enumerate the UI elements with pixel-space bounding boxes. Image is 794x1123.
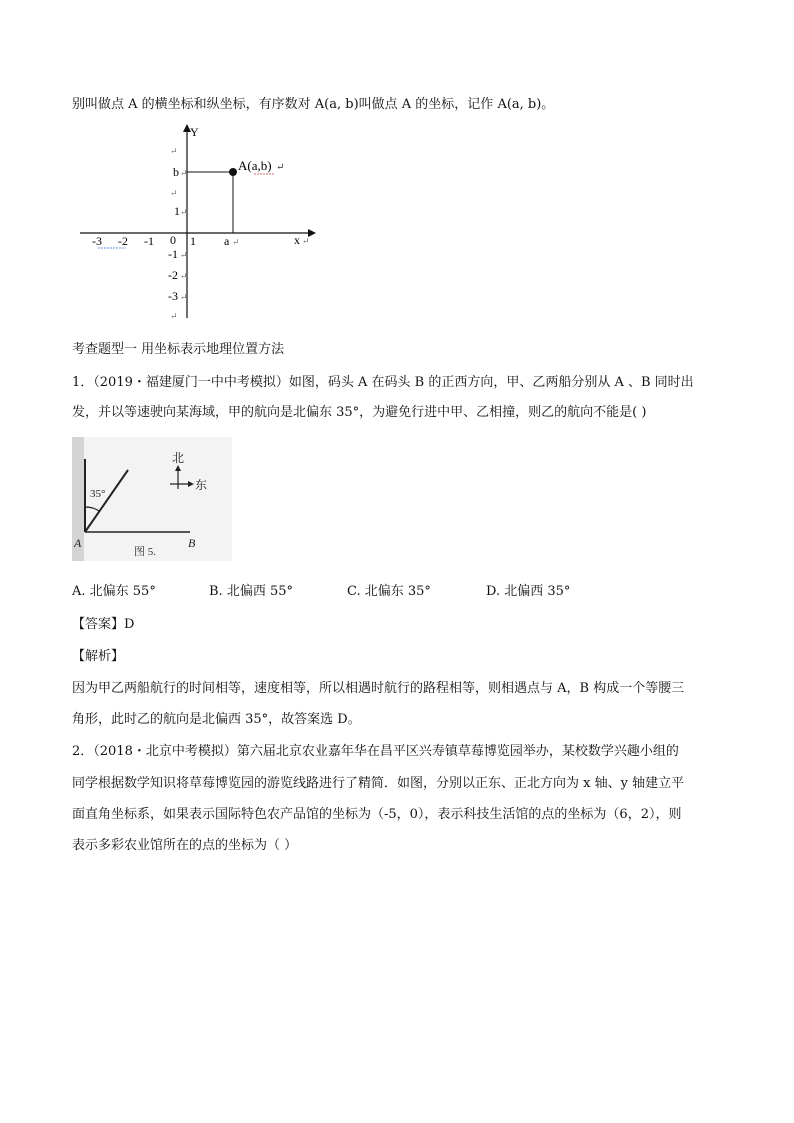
y-axis-label: Y <box>190 125 199 139</box>
return-mark: ↵ <box>180 271 188 281</box>
q2-text-line-1: 2．（2018・北京中考模拟）第六届北京农业嘉年华在昌平区兴寿镇草莓博览园举办，某校数学兴趣小组的 <box>72 744 679 759</box>
return-mark: ↵ <box>180 168 188 178</box>
q1-option-a: A. 北偏东 55° <box>72 584 156 599</box>
section-title: 考查题型一 用坐标表示地理位置方法 <box>72 342 285 357</box>
q1-analysis-line-1: 因为甲乙两船航行的时间相等，速度相等，所以相遇时航行的路程相等，则相遇点与 A，B 构成一个等腰三 <box>72 681 685 696</box>
return-mark: ↵ <box>302 236 310 246</box>
x-tick-label: -3 <box>92 234 102 248</box>
q2-text-line-2: 同学根据数学知识将草莓博览园的游览线路进行了精简．如图，分别以正东、正北方向为 x 轴、y 轴建立平 <box>72 776 685 791</box>
intro-text: 别叫做点 A 的横坐标和纵坐标，有序数对 A(a, b)叫做点 A 的坐标，记作 A(a, b)。 <box>72 97 555 112</box>
return-mark: ↵ <box>170 188 178 198</box>
q1-answer: 【答案】D <box>72 617 135 632</box>
q1-text-line-2: 发，并以等速驶向某海域，甲的航向是北偏东 35°，为避免行进中甲、乙相撞，则乙的航向不能是( ) <box>72 405 647 420</box>
return-mark: ↵ <box>170 311 178 321</box>
x-tick-label: -1 <box>144 234 154 248</box>
east-label: 东 <box>195 478 208 492</box>
b-label: b <box>173 165 179 179</box>
q2-text-line-4: 表示多彩农业馆所在的点的坐标为（ ） <box>72 838 298 853</box>
return-mark: ↵ <box>180 207 188 217</box>
point-a-label: A <box>74 536 82 550</box>
q1-text-line-1: 1．（2019・福建厦门一中中考模拟）如图，码头 A 在码头 B 的正西方向，甲、乙两船分别从 A 、B 同时出 <box>72 375 694 390</box>
q1-figure <box>72 437 232 561</box>
return-mark: ↵ <box>180 250 188 260</box>
point-b-label: B <box>188 536 196 550</box>
return-mark: ↵ <box>180 292 188 302</box>
origin-label: 0 <box>170 233 176 247</box>
point-a <box>229 168 237 176</box>
angle-label: 35° <box>90 488 106 500</box>
q2-text-line-3: 面直角坐标系，如果表示国际特色农产品馆的坐标为（-5，0），表示科技生活馆的点的坐标为（6，2），则 <box>72 807 682 822</box>
q1-option-b: B. 北偏西 55° <box>209 584 293 599</box>
q1-analysis-line-2: 角形，此时乙的航向是北偏西 35°，故答案选 D。 <box>72 712 361 727</box>
return-mark: ↵ <box>276 162 285 173</box>
a-label: a <box>224 234 230 248</box>
x-tick-label: -2 <box>118 234 128 248</box>
return-mark: ↵ <box>170 146 178 156</box>
x-axis-label: x <box>294 233 300 247</box>
north-label: 北 <box>172 451 185 465</box>
y-tick-label: -2 <box>168 268 178 282</box>
figure-caption: 图 5. <box>134 546 156 558</box>
q1-analysis-label: 【解析】 <box>72 649 125 664</box>
one-label-y: 1 <box>174 204 180 218</box>
y-tick-label: -3 <box>168 289 178 303</box>
point-a-label: A(a,b) <box>238 158 272 173</box>
y-tick-label: -1 <box>168 247 178 261</box>
x-tick-label: 1 <box>190 234 196 248</box>
q1-option-d: D. 北偏西 35° <box>486 584 571 599</box>
q1-option-c: C. 北偏东 35° <box>347 584 431 599</box>
return-mark: ↵ <box>232 237 240 247</box>
coordinate-figure <box>76 122 326 322</box>
figure-paper <box>84 437 232 561</box>
